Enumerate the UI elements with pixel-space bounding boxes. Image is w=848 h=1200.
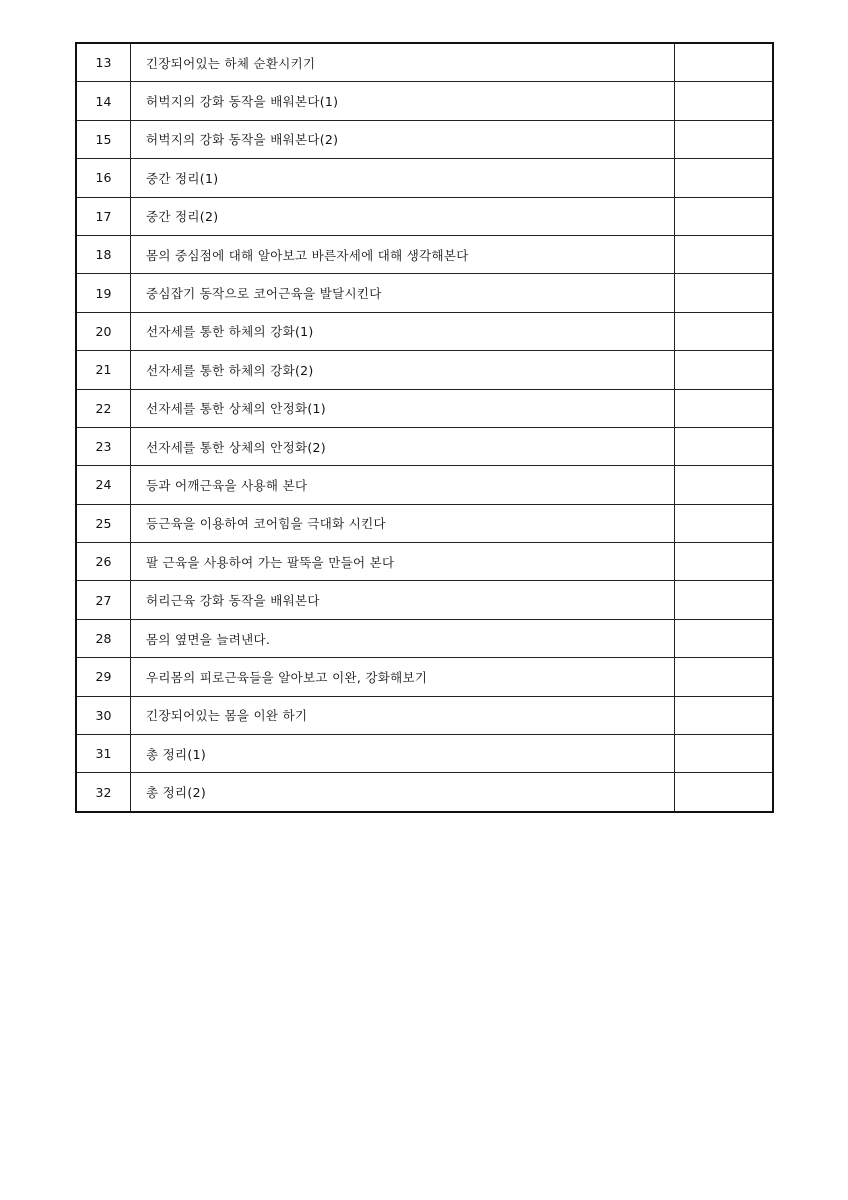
schedule-table-body [76,43,773,812]
session-number: 23 [76,427,131,465]
session-note [675,504,774,542]
session-title: 중심잡기 동작으로 코어근육을 발달시킨다 [131,274,675,312]
session-note [675,159,774,197]
table-row [76,504,773,542]
session-note [675,543,774,581]
session-title: 허리근육 강화 동작을 배워본다 [131,581,675,619]
session-number: 30 [76,696,131,734]
session-title: 선자세를 통한 상체의 안정화(2) [131,427,675,465]
session-title: 우리몸의 피로근육들을 알아보고 이완, 강화해보기 [131,658,675,696]
session-title: 긴장되어있는 몸을 이완 하기 [131,696,675,734]
session-number: 17 [76,197,131,235]
session-title: 총 정리(1) [131,735,675,773]
session-number: 29 [76,658,131,696]
session-note [675,43,774,82]
table-row [76,235,773,273]
session-number: 25 [76,504,131,542]
schedule-table [75,42,774,813]
session-number: 26 [76,543,131,581]
session-note [675,82,774,120]
table-row [76,43,773,82]
session-title: 몸의 중심점에 대해 알아보고 바른자세에 대해 생각해본다 [131,235,675,273]
table-row [76,466,773,504]
session-note [675,235,774,273]
session-number: 31 [76,735,131,773]
session-title: 등근육을 이용하여 코어힘을 극대화 시킨다 [131,504,675,542]
table-row [76,274,773,312]
session-number: 32 [76,773,131,812]
session-number: 16 [76,159,131,197]
table-row [76,389,773,427]
table-row [76,82,773,120]
table-row [76,197,773,235]
session-note [675,120,774,158]
session-note [675,658,774,696]
session-note [675,466,774,504]
session-note [675,581,774,619]
session-title: 긴장되어있는 하체 순환시키기 [131,43,675,82]
session-note [675,735,774,773]
session-number: 27 [76,581,131,619]
session-note [675,773,774,812]
session-note [675,696,774,734]
session-title: 선자세를 통한 하체의 강화(2) [131,351,675,389]
session-title: 중간 정리(2) [131,197,675,235]
session-number: 28 [76,619,131,657]
table-row [76,351,773,389]
session-note [675,619,774,657]
session-note [675,427,774,465]
session-title: 선자세를 통한 하체의 강화(1) [131,312,675,350]
session-number: 18 [76,235,131,273]
session-note [675,274,774,312]
table-row [76,312,773,350]
session-number: 22 [76,389,131,427]
session-number: 14 [76,82,131,120]
session-title: 중간 정리(1) [131,159,675,197]
table-row [76,619,773,657]
table-row [76,159,773,197]
session-note [675,351,774,389]
session-note [675,312,774,350]
session-title: 선자세를 통한 상체의 안정화(1) [131,389,675,427]
session-note [675,197,774,235]
table-row [76,581,773,619]
table-row [76,543,773,581]
session-title: 총 정리(2) [131,773,675,812]
table-row [76,427,773,465]
session-number: 20 [76,312,131,350]
session-title: 등과 어깨근육을 사용해 본다 [131,466,675,504]
session-number: 19 [76,274,131,312]
session-number: 24 [76,466,131,504]
session-title: 허벅지의 강화 동작을 배워본다(2) [131,120,675,158]
table-row [76,773,773,812]
table-row [76,735,773,773]
table-row [76,120,773,158]
session-title: 몸의 옆면을 늘려낸다. [131,619,675,657]
table-row [76,658,773,696]
session-title: 팔 근육을 사용하여 가는 팔뚝을 만들어 본다 [131,543,675,581]
session-number: 13 [76,43,131,82]
session-note [675,389,774,427]
session-title: 허벅지의 강화 동작을 배워본다(1) [131,82,675,120]
session-number: 21 [76,351,131,389]
session-number: 15 [76,120,131,158]
table-row [76,696,773,734]
